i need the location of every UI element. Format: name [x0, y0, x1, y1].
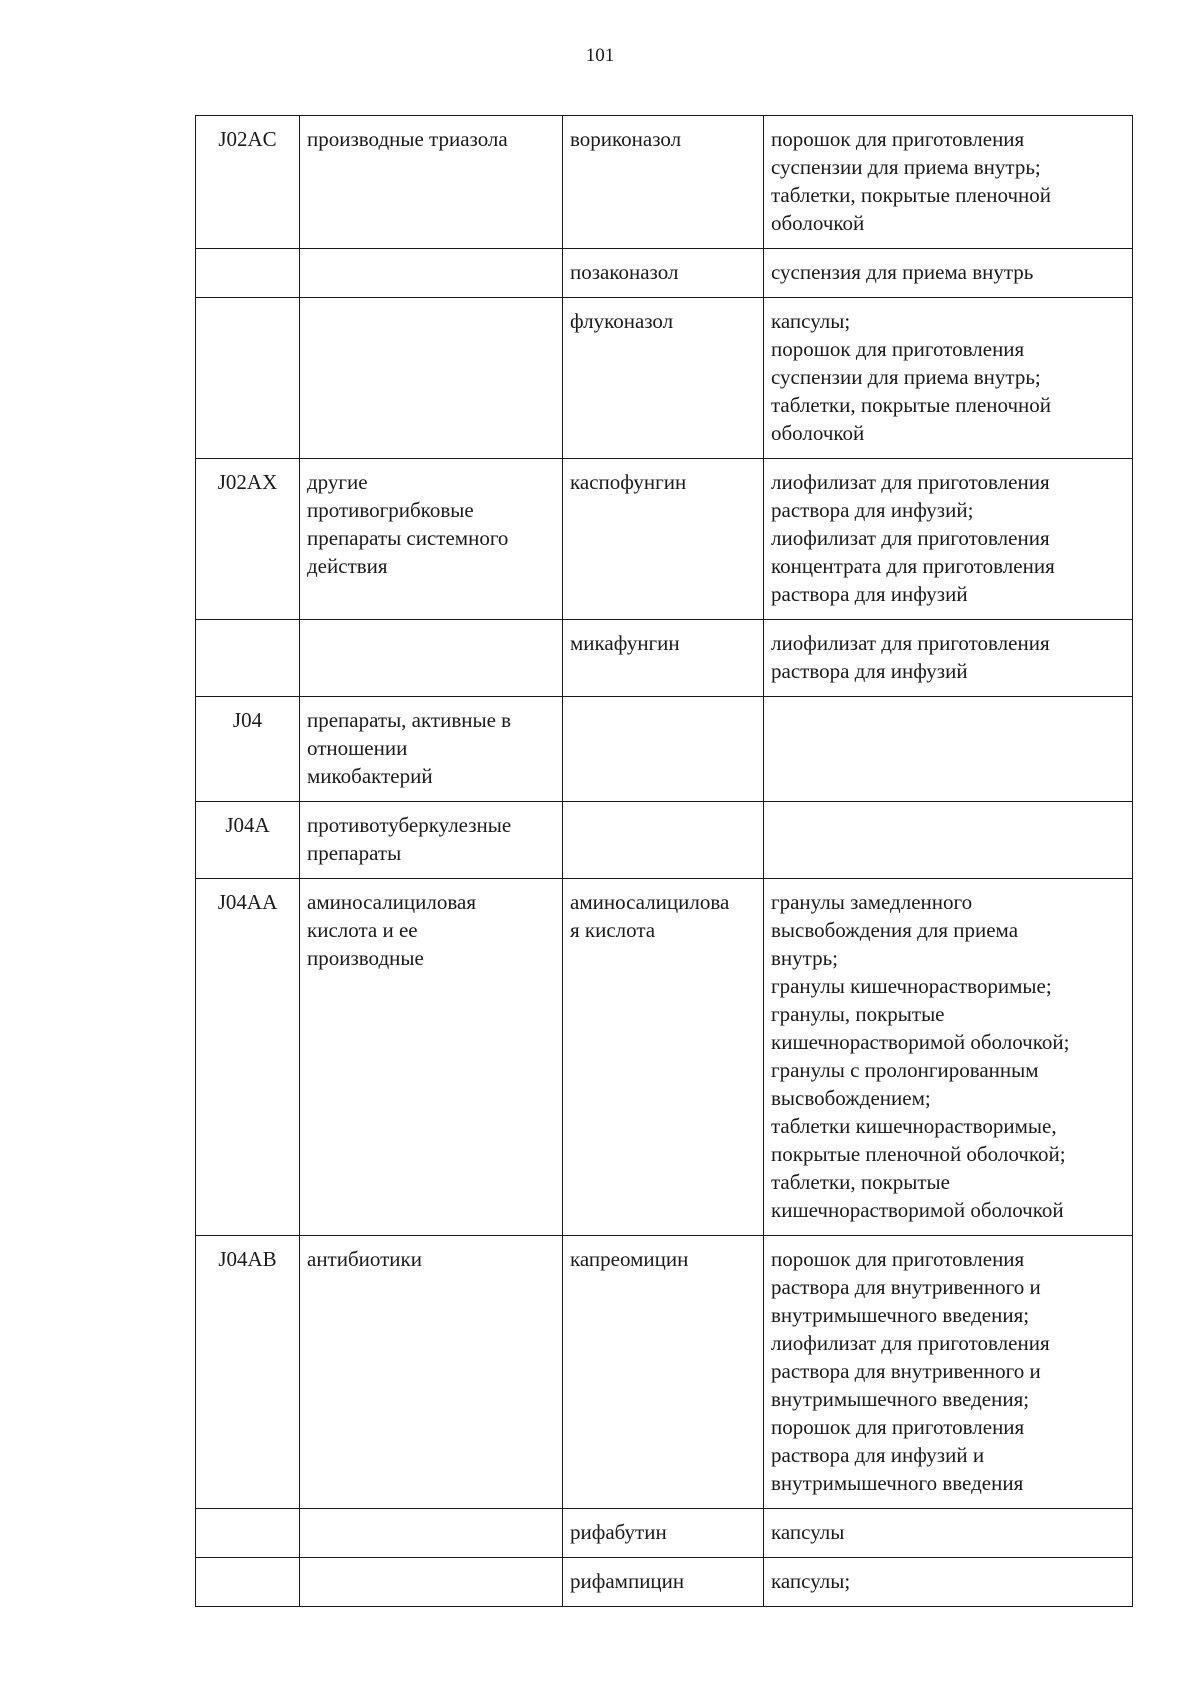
atc-code-cell: J04AA [196, 879, 300, 1236]
dosage-form-cell: гранулы замедленного высвобождения для приема внутрь; гранулы кишечнорастворимые; гранулы, покрытые кишечнорастворимой оболочкой; гранулы с пролонгированным высвобождением; таблетки кишечнорастворимые, покрытые пленочной оболочкой; таблетки, покрытые кишечнорастворимой оболочкой [764, 879, 1133, 1236]
atc-code-cell: J04A [196, 802, 300, 879]
table-row [196, 459, 1133, 620]
table-row [196, 802, 1133, 879]
pharmacological-group-cell: антибиотики [300, 1236, 563, 1509]
drug-name-cell: капреомицин [563, 1236, 764, 1509]
drug-name-cell: каспофунгин [563, 459, 764, 620]
pharmacological-group-cell [300, 1558, 563, 1607]
atc-code-cell [196, 620, 300, 697]
pharmacological-group-cell [300, 1509, 563, 1558]
dosage-form-cell: лиофилизат для приготовления раствора для инфузий [764, 620, 1133, 697]
table-row [196, 1558, 1133, 1607]
dosage-form-cell: порошок для приготовления суспензии для приема внутрь; таблетки, покрытые пленочной оболочкой [764, 116, 1133, 249]
table-row [196, 298, 1133, 459]
drug-name-cell [563, 697, 764, 802]
dosage-form-cell: порошок для приготовления раствора для внутривенного и внутримышечного введения; лиофилизат для приготовления раствора для внутривенного и внутримышечного введения; порошок для приготовления раствора для инфузий и внутримышечного введения [764, 1236, 1133, 1509]
pharmacological-group-cell: аминосалициловая кислота и ее производные [300, 879, 563, 1236]
atc-code-cell [196, 1558, 300, 1607]
pharmacological-group-cell [300, 298, 563, 459]
dosage-form-cell: капсулы; порошок для приготовления суспензии для приема внутрь; таблетки, покрытые пленочной оболочкой [764, 298, 1133, 459]
pharmacological-group-cell: другие противогрибковые препараты системного действия [300, 459, 563, 620]
drug-name-cell: флуконазол [563, 298, 764, 459]
pharmacological-group-cell: производные триазола [300, 116, 563, 249]
drug-name-cell: аминосалицилова я кислота [563, 879, 764, 1236]
page-number: 101 [585, 45, 615, 66]
atc-code-cell [196, 1509, 300, 1558]
drug-name-cell: позаконазол [563, 249, 764, 298]
atc-code-cell: J04AB [196, 1236, 300, 1509]
atc-code-cell [196, 249, 300, 298]
dosage-form-cell: суспензия для приема внутрь [764, 249, 1133, 298]
drug-name-cell: микафунгин [563, 620, 764, 697]
atc-code-cell [196, 298, 300, 459]
dosage-form-cell: капсулы [764, 1509, 1133, 1558]
table-row [196, 116, 1133, 249]
pharmacological-group-cell: противотуберкулезные препараты [300, 802, 563, 879]
dosage-form-cell: капсулы; [764, 1558, 1133, 1607]
table-row [196, 697, 1133, 802]
dosage-form-cell [764, 697, 1133, 802]
table-row [196, 249, 1133, 298]
atc-code-cell: J04 [196, 697, 300, 802]
atc-code-cell: J02AX [196, 459, 300, 620]
pharmacological-group-cell: препараты, активные в отношении микобактерий [300, 697, 563, 802]
pharmacological-group-cell [300, 620, 563, 697]
atc-code-cell: J02AC [196, 116, 300, 249]
pharmacological-group-cell [300, 249, 563, 298]
drug-classification-table [195, 115, 1133, 1607]
table-row [196, 1509, 1133, 1558]
drug-name-cell: вориконазол [563, 116, 764, 249]
table-row [196, 879, 1133, 1236]
table-row [196, 620, 1133, 697]
dosage-form-cell [764, 802, 1133, 879]
table-row [196, 1236, 1133, 1509]
drug-name-cell: рифампицин [563, 1558, 764, 1607]
drug-name-cell: рифабутин [563, 1509, 764, 1558]
drug-name-cell [563, 802, 764, 879]
dosage-form-cell: лиофилизат для приготовления раствора для инфузий; лиофилизат для приготовления концентрата для приготовления раствора для инфузий [764, 459, 1133, 620]
